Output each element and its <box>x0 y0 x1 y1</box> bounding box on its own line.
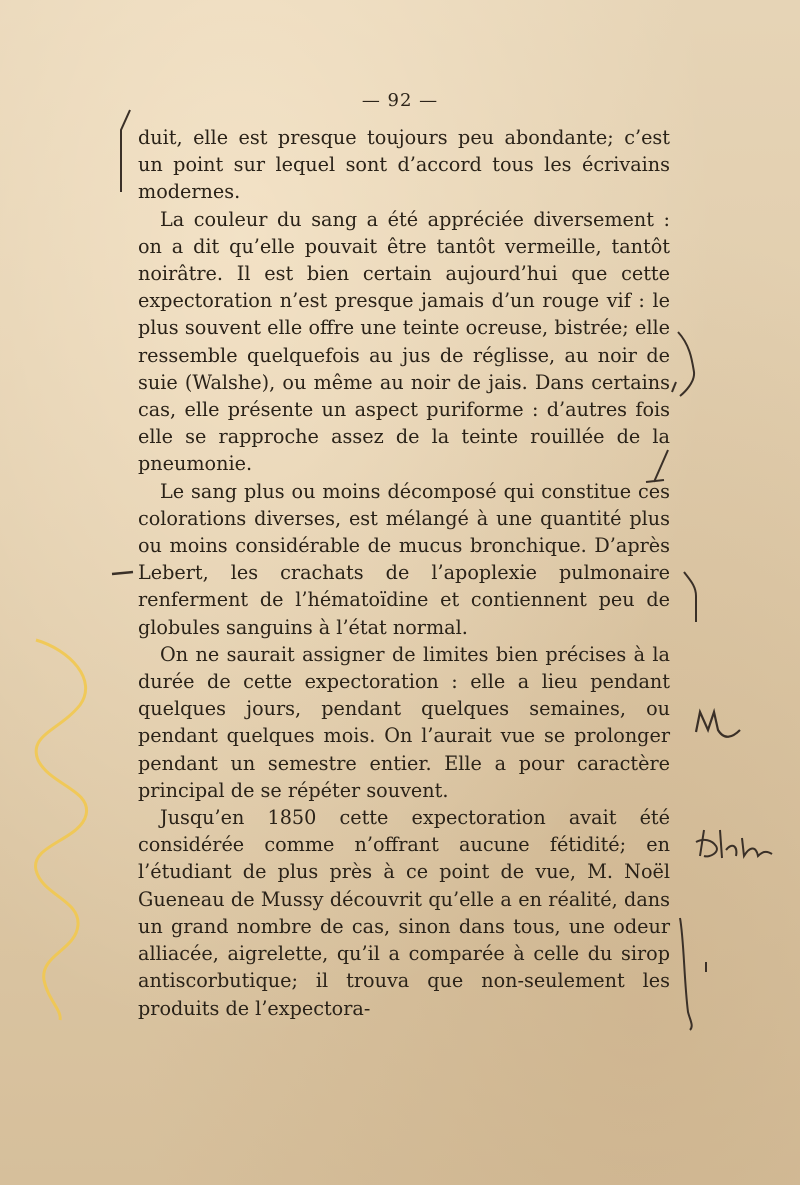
left-bracket-mark <box>121 110 130 192</box>
paragraph-1: duit, elle est presque toujours peu abondante; c’est un point sur lequel sont d’accord tous les écrivains modernes. <box>138 126 670 204</box>
paragraph-3: Le sang plus ou moins décomposé qui constitue ces colorations diverses, est mélangé à une quantité plus ou moins considérable de mucus bronchique. D’après Lebert, les crachats de l’apoplexie pulmonaire renferment de l’hématoïdine et contiennent peu de globules sanguins à l’état normal. <box>138 479 670 639</box>
paragraph-2: La couleur du sang a été appréciée diversement : on a dit qu’elle pouvait être tantôt vermeille, tantôt noirâtre. Il est bien certain aujourd’hui que cette expectoration n’est presque jamais d’un rouge vif : le plus souvent elle offre une teinte ocreuse, bistrée; elle ressemble quelquefois au jus de réglisse, au noir de suie (Walshe), ou même au noir de jais. Dans certains cas, elle présente un aspect puriforme : d’autres fois elle se rapproche assez de la teinte rouillée de la pneumonie. <box>138 207 670 476</box>
right-bracket-2 <box>672 382 676 392</box>
right-bracket-4 <box>680 918 692 1030</box>
right-bracket-3 <box>684 572 696 622</box>
right-bracket-1 <box>678 332 694 396</box>
paragraph-4: On ne saurait assigner de limites bien précises à la durée de cette expectoration : elle a lieu pendant quelques jours, pendant quelques semaines, ou pendant quelques mois. On l’aurait vue se prolonger pendant un semestre entier. Elle a pour caractère principal de se répéter souvent. <box>138 642 670 802</box>
handwritten-scribble-1 <box>696 712 740 737</box>
yellow-wavy-line <box>36 640 87 1020</box>
page-number: — 92 — <box>361 90 439 111</box>
handwritten-scribble-2 <box>696 830 772 858</box>
paragraph-5: Jusqu’en 1850 cette expectoration avait été considérée comme n’offrant aucune fétidité; en l’étudiant de plus près à ce point de vue, M. Noël Gueneau de Mussy découvrit qu’elle a en réalité, dans un grand nombre de cas, sinon dans tous, une odeur alliacée, aigrelette, qu’il a comparée à celle du sirop antiscorbutique; il trouva que non-seulement les produits de l’expectora- <box>138 806 670 1020</box>
body-text <box>138 124 670 1022</box>
dash-mark <box>112 572 133 574</box>
